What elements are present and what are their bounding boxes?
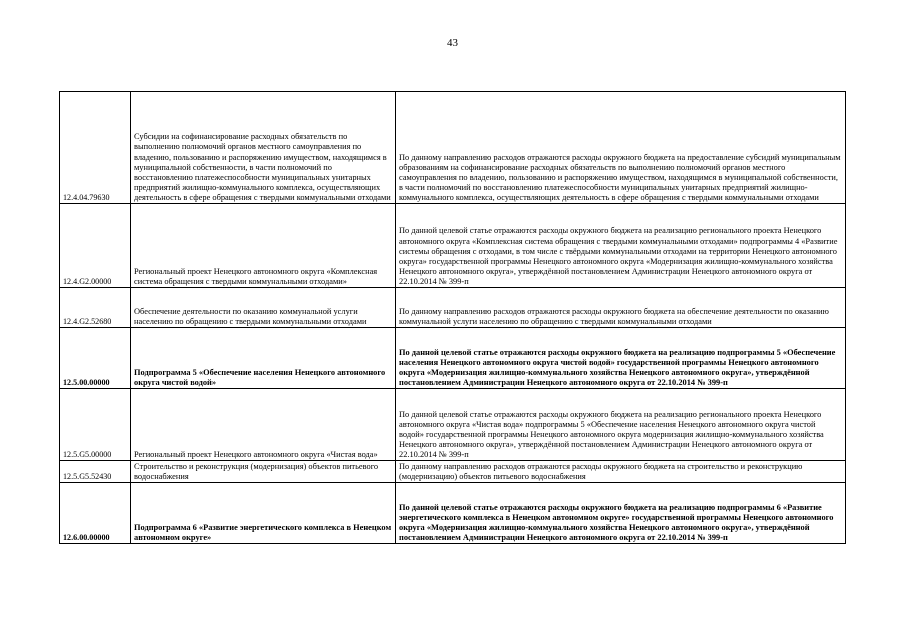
target-description: По данной целевой статье отражаются расходы окружного бюджета на реализацию регионального проекта Ненецкого автономного округа «Чистая вода» подпрограммы 5 «Обеспечение населения Ненецкого автономного округа чистой водой» государственной программы Ненецкого автономного округа модернизация жилищно-коммунального хозяйства Ненецкого автономного округа», утверждённой постановлением Администрации Ненецкого автономного округа от 22.10.2014 № 399-п — [396, 389, 846, 461]
target-name: Региональный проект Ненецкого автономного округа «Чистая вода» — [131, 389, 396, 461]
table-row-subprogram — [60, 483, 846, 544]
target-name: Подпрограмма 5 «Обеспечение населения Ненецкого автономного округа чистой водой» — [131, 328, 396, 389]
target-name: Субсидии на софинансирование расходных обязательств по выполнению полномочий органов местного самоуправления по владению, пользованию и распоряжению имуществом, находящимся в муниципальной собственности, в части полномочий по восстановлению платежеспособности муниципальных унитарных предприятий жилищно-коммунального комплекса, осуществляющих деятельность в сфере обращения с твердыми коммунальными отходами — [131, 92, 396, 204]
target-description: По данной целевой статье отражаются расходы окружного бюджета на реализацию подпрограммы 6 «Развитие энергетического комплекса в Ненецком автономном округе» государственной программы Ненецкого автономного округа «Модернизация жилищно-коммунального хозяйства Ненецкого автономного округа», утверждённой постановлением Администрации Ненецкого автономного округа от 22.10.2014 № 399-п — [396, 483, 846, 544]
table-row — [60, 461, 846, 483]
target-code: 12.4.G2.00000 — [60, 204, 131, 288]
page-number: 43 — [447, 37, 458, 49]
target-name: Региональный проект Ненецкого автономного округа «Комплексная система обращения с твердыми коммунальными отходами» — [131, 204, 396, 288]
target-name: Подпрограмма 6 «Развитие энергетического комплекса в Ненецком автономном округе» — [131, 483, 396, 544]
table-row — [60, 204, 846, 288]
target-code: 12.5.G5.52430 — [60, 461, 131, 483]
table-row-subprogram — [60, 328, 846, 389]
budget-classification-table — [59, 91, 846, 544]
target-description: По данному направлению расходов отражаются расходы окружного бюджета на обеспечение деятельности по оказанию коммунальной услуги населению по обращению с твердыми коммунальными отходами — [396, 288, 846, 328]
target-name: Строительство и реконструкция (модернизация) объектов питьевого водоснабжения — [131, 461, 396, 483]
target-description: По данному направлению расходов отражаются расходы окружного бюджета на строительство и реконструкцию (модернизацию) объектов питьевого водоснабжения — [396, 461, 846, 483]
table-row — [60, 92, 846, 204]
target-code: 12.4.G2.52680 — [60, 288, 131, 328]
target-code: 12.5.G5.00000 — [60, 389, 131, 461]
target-description: По данной целевой статье отражаются расходы окружного бюджета на реализацию регионального проекта Ненецкого автономного округа «Комплексная система обращения с твердыми коммунальными отходами» подпрограммы 4 «Развитие системы обращения с отходами, в том числе с твёрдыми коммунальными отходами на территории Ненецкого автономного округа» государственной программы Ненецкого автономного округа «Модернизация жилищно-коммунального хозяйства Ненецкого автономного округа», утверждённой постановлением Администрации Ненецкого автономного округа от 22.10.2014 № 399-п — [396, 204, 846, 288]
target-code: 12.6.00.00000 — [60, 483, 131, 544]
target-code: 12.4.04.79630 — [60, 92, 131, 204]
table-row — [60, 389, 846, 461]
table-row — [60, 288, 846, 328]
target-code: 12.5.00.00000 — [60, 328, 131, 389]
target-description: По данной целевой статье отражаются расходы окружного бюджета на реализацию подпрограммы 5 «Обеспечение населения Ненецкого автономного округа чистой водой» государственной программы Ненецкого автономного округа «Модернизация жилищно-коммунального хозяйства Ненецкого автономного округа», утверждённой постановлением Администрации Ненецкого автономного округа от 22.10.2014 № 399-п — [396, 328, 846, 389]
target-name: Обеспечение деятельности по оказанию коммунальной услуги населению по обращению с твердыми коммунальными отходами — [131, 288, 396, 328]
target-description: По данному направлению расходов отражаются расходы окружного бюджета на предоставление субсидий муниципальным образованиям на софинансирование расходных обязательств по выполнению полномочий органов местного самоуправления по владению, пользованию и распоряжению имуществом, находящимся в муниципальной собственности, в части полномочий по восстановлению платежеспособности муниципальных унитарных предприятий жилищно-коммунального комплекса, осуществляющих деятельность в сфере обращения с твердыми коммунальными отходами — [396, 92, 846, 204]
